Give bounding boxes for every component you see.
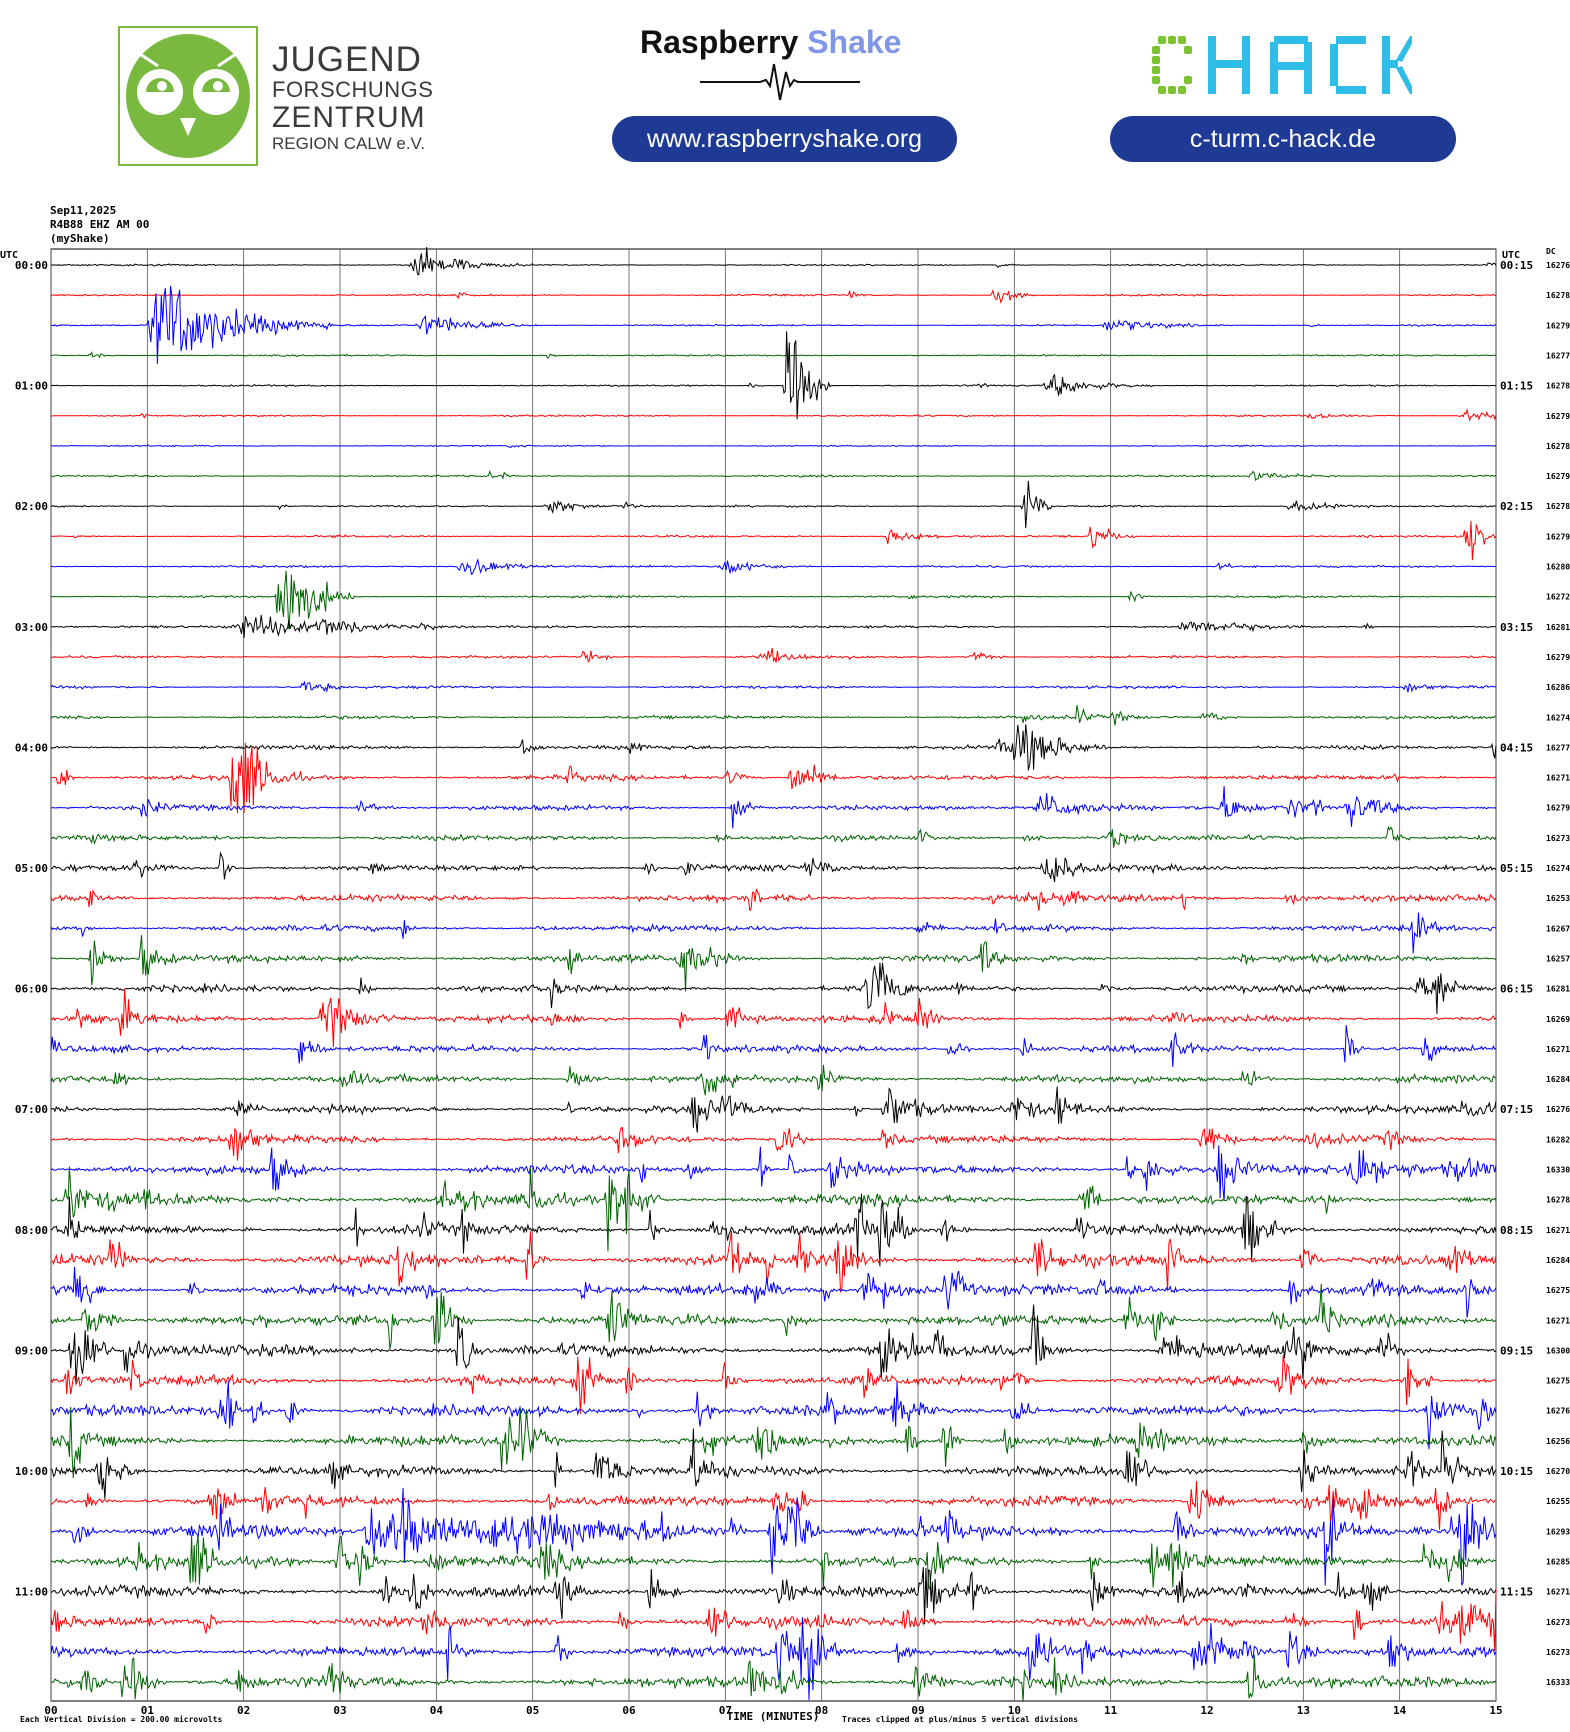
- dc-offset-label: 16285: [1546, 1557, 1570, 1567]
- seismic-trace: [51, 353, 1496, 359]
- shake-word: Shake: [807, 24, 902, 60]
- left-hour-label: 09:00: [14, 1344, 48, 1358]
- dc-offset-label: 16284: [1546, 1075, 1570, 1085]
- seismic-trace: [51, 247, 1496, 275]
- dc-offset-label: 16278: [1546, 441, 1570, 451]
- right-hour-label: 00:15: [1500, 259, 1534, 272]
- seismic-trace: [51, 560, 1496, 575]
- dc-offset-label: 16272: [1546, 592, 1570, 602]
- x-tick-label: 11: [1104, 1704, 1118, 1717]
- dc-offset-label: 16255: [1546, 1497, 1570, 1507]
- seismic-trace: [51, 615, 1496, 638]
- dc-offset-label: 16279: [1546, 803, 1570, 813]
- seismic-trace: [51, 1617, 1496, 1700]
- header-date: Sep11,2025: [50, 204, 117, 217]
- seismic-trace: [51, 571, 1496, 630]
- x-tick-label: 05: [526, 1704, 540, 1717]
- dc-offset-label: 16277: [1546, 351, 1570, 361]
- seismic-trace: [51, 724, 1496, 770]
- x-tick-label: 13: [1296, 1704, 1310, 1717]
- right-hour-label: 10:15: [1500, 1465, 1534, 1478]
- dc-offset-label: 16293: [1546, 1527, 1570, 1537]
- seismic-trace: [51, 682, 1496, 693]
- seismic-trace: [51, 1065, 1496, 1096]
- right-axis-label: UTC: [1502, 250, 1521, 261]
- left-hour-label: 05:00: [14, 862, 48, 875]
- dc-offset-label: 16276: [1546, 1105, 1570, 1115]
- x-tick-label: 15: [1489, 1704, 1503, 1717]
- seismic-trace: [51, 1655, 1496, 1702]
- seismic-trace: [51, 1087, 1496, 1133]
- dc-offset-label: 16256: [1546, 1436, 1570, 1446]
- dc-offset-label: 16274: [1546, 713, 1570, 723]
- jugend-line1: JUGEND: [272, 40, 422, 79]
- seismic-trace: [51, 291, 1496, 303]
- seismic-trace: [51, 1589, 1496, 1652]
- dc-offset-label: 16279: [1546, 472, 1570, 482]
- right-hour-label: 09:15: [1500, 1344, 1534, 1358]
- dc-offset-label: 16281: [1546, 984, 1570, 994]
- dc-offset-label: 16273: [1546, 1647, 1570, 1657]
- dc-offset-label: 16276: [1546, 1406, 1570, 1416]
- dc-offset-label: 16279: [1546, 532, 1570, 542]
- seismic-trace: [51, 1407, 1496, 1478]
- x-tick-label: 09: [911, 1704, 925, 1717]
- left-hour-label: 06:00: [14, 982, 48, 996]
- chart-grid: [51, 249, 1496, 1701]
- dc-offset-label: 16257: [1546, 954, 1570, 964]
- left-hour-label: 07:00: [14, 1103, 48, 1117]
- dc-offset-label: 16279: [1546, 411, 1570, 421]
- left-hour-label: 01:00: [14, 379, 48, 393]
- dc-offset-label: 16278: [1546, 1195, 1570, 1205]
- right-hour-label: 03:15: [1500, 620, 1534, 634]
- seismic-trace: [51, 648, 1496, 663]
- dc-offset-label: 16278: [1546, 291, 1570, 301]
- dc-offset-label: 16333: [1546, 1678, 1570, 1688]
- dc-offset-label: 16279: [1546, 321, 1570, 331]
- x-tick-label: 06: [622, 1704, 636, 1717]
- seismic-traces: [51, 247, 1496, 1702]
- jugend-line2: FORSCHUNGS: [272, 77, 434, 102]
- seismic-trace: [51, 445, 1496, 448]
- dc-offset-label: 16275: [1546, 1376, 1570, 1386]
- chart-frame: [51, 249, 1496, 1701]
- seismic-trace: [51, 786, 1496, 828]
- dc-offset-label: 16276: [1546, 261, 1570, 270]
- seismic-trace: [51, 1488, 1496, 1586]
- right-hour-label: 06:15: [1500, 982, 1534, 996]
- x-tick-label: 12: [1200, 1704, 1214, 1717]
- dc-offset-label: 16267: [1546, 924, 1570, 934]
- seismic-trace: [51, 1025, 1496, 1067]
- dc-offset-label: 16271: [1546, 773, 1570, 783]
- seismic-trace: [51, 521, 1496, 560]
- scale-note: Each Vertical Division = 200.00 microvolts: [20, 1715, 223, 1724]
- seismic-trace: [51, 1481, 1496, 1530]
- seismic-trace: [51, 286, 1496, 364]
- x-axis-label: TIME (MINUTES): [726, 1710, 820, 1723]
- header-station: R4B88 EHZ AM 00: [50, 218, 150, 231]
- dc-offset-label: 16286: [1546, 683, 1570, 693]
- x-tick-label: 04: [429, 1704, 443, 1717]
- right-hour-label: 05:15: [1500, 862, 1534, 875]
- seismic-trace: [51, 1305, 1496, 1383]
- seismic-trace: [51, 1284, 1496, 1349]
- raspberry-url-pill[interactable]: www.raspberryshake.org: [612, 116, 957, 162]
- chack-url-pill[interactable]: c-turm.c-hack.de: [1110, 116, 1456, 162]
- dc-offset-label: 16280: [1546, 562, 1570, 572]
- left-axis-label: UTC: [0, 250, 19, 261]
- dc-offset-label: 16279: [1546, 652, 1570, 662]
- seismic-trace: [51, 935, 1496, 991]
- right-hour-label: 01:15: [1500, 379, 1534, 393]
- seismic-trace: [51, 743, 1496, 813]
- left-hour-label: 04:00: [14, 741, 48, 755]
- dc-offset-label: 16271: [1546, 1044, 1570, 1054]
- dc-offset-label: 16270: [1546, 1467, 1570, 1476]
- seismic-trace: [51, 963, 1496, 1014]
- dc-offset-label: 16330: [1546, 1165, 1570, 1175]
- seismic-trace: [51, 1567, 1496, 1624]
- right-hour-label: 02:15: [1500, 500, 1534, 514]
- dc-offset-label: 16300: [1546, 1346, 1570, 1356]
- x-tick-label: 10: [1007, 1704, 1021, 1717]
- jugend-line4: REGION CALW e.V.: [272, 134, 426, 153]
- header-source: (myShake): [50, 232, 110, 245]
- dc-offset-label: 16271: [1546, 1587, 1570, 1597]
- x-tick-label: 01: [140, 1704, 154, 1717]
- left-hour-label: 02:00: [14, 500, 48, 514]
- seismic-trace: [51, 481, 1496, 528]
- dc-axis-label: DC: [1546, 247, 1556, 256]
- left-hour-label: 10:00: [14, 1465, 48, 1478]
- raspberry-word: Raspberry: [640, 24, 799, 60]
- dc-offset-label: 16277: [1546, 743, 1570, 753]
- left-hour-label: 03:00: [14, 620, 48, 634]
- seismic-trace: [51, 471, 1496, 480]
- x-tick-label: 08: [815, 1704, 829, 1717]
- dc-offset-label: 16281: [1546, 622, 1570, 632]
- seismic-trace: [51, 705, 1496, 725]
- dc-offset-label: 16282: [1546, 1135, 1570, 1145]
- dc-offset-label: 16273: [1546, 1617, 1570, 1627]
- x-tick-label: 02: [237, 1704, 251, 1717]
- x-tick-label: 00: [44, 1704, 58, 1717]
- left-hour-label: 00:00: [14, 259, 48, 272]
- dc-offset-label: 16274: [1546, 864, 1570, 873]
- seismic-trace: [51, 1194, 1496, 1267]
- x-tick-label: 03: [333, 1704, 347, 1717]
- seismic-trace: [51, 889, 1496, 911]
- seismic-trace: [51, 1128, 1496, 1161]
- dc-offset-label: 16271: [1546, 1316, 1570, 1326]
- seismic-trace: [51, 410, 1496, 420]
- dc-offset-label: 16271: [1546, 1225, 1570, 1235]
- left-hour-label: 11:00: [14, 1585, 48, 1599]
- dc-offset-label: 16275: [1546, 1286, 1570, 1296]
- dc-offset-label: 16278: [1546, 502, 1570, 512]
- dc-offset-label: 16269: [1546, 1014, 1570, 1024]
- seismic-trace: [51, 827, 1496, 848]
- seismic-trace: [51, 1355, 1496, 1414]
- seismic-trace: [51, 1267, 1496, 1318]
- seismic-trace: [51, 989, 1496, 1047]
- right-hour-label: 04:15: [1500, 741, 1534, 755]
- seismic-trace: [51, 1167, 1496, 1252]
- dc-offset-label: 16273: [1546, 833, 1570, 843]
- dc-offset-label: 16284: [1546, 1255, 1570, 1265]
- seismic-trace: [51, 913, 1496, 954]
- right-hour-label: 08:15: [1500, 1223, 1534, 1237]
- seismic-trace: [51, 331, 1496, 419]
- x-tick-label: 07: [718, 1704, 732, 1717]
- right-hour-label: 11:15: [1500, 1585, 1534, 1599]
- right-hour-label: 07:15: [1500, 1103, 1534, 1117]
- seismic-trace: [51, 1145, 1496, 1201]
- jugend-line3: ZENTRUM: [272, 101, 426, 134]
- seismic-trace: [51, 853, 1496, 882]
- clip-note: Traces clipped at plus/minus 5 vertical divisions: [842, 1715, 1079, 1724]
- x-tick-label: 14: [1393, 1704, 1407, 1717]
- dc-offset-label: 16278: [1546, 381, 1570, 391]
- dc-offset-label: 16253: [1546, 894, 1570, 904]
- left-hour-label: 08:00: [14, 1223, 48, 1237]
